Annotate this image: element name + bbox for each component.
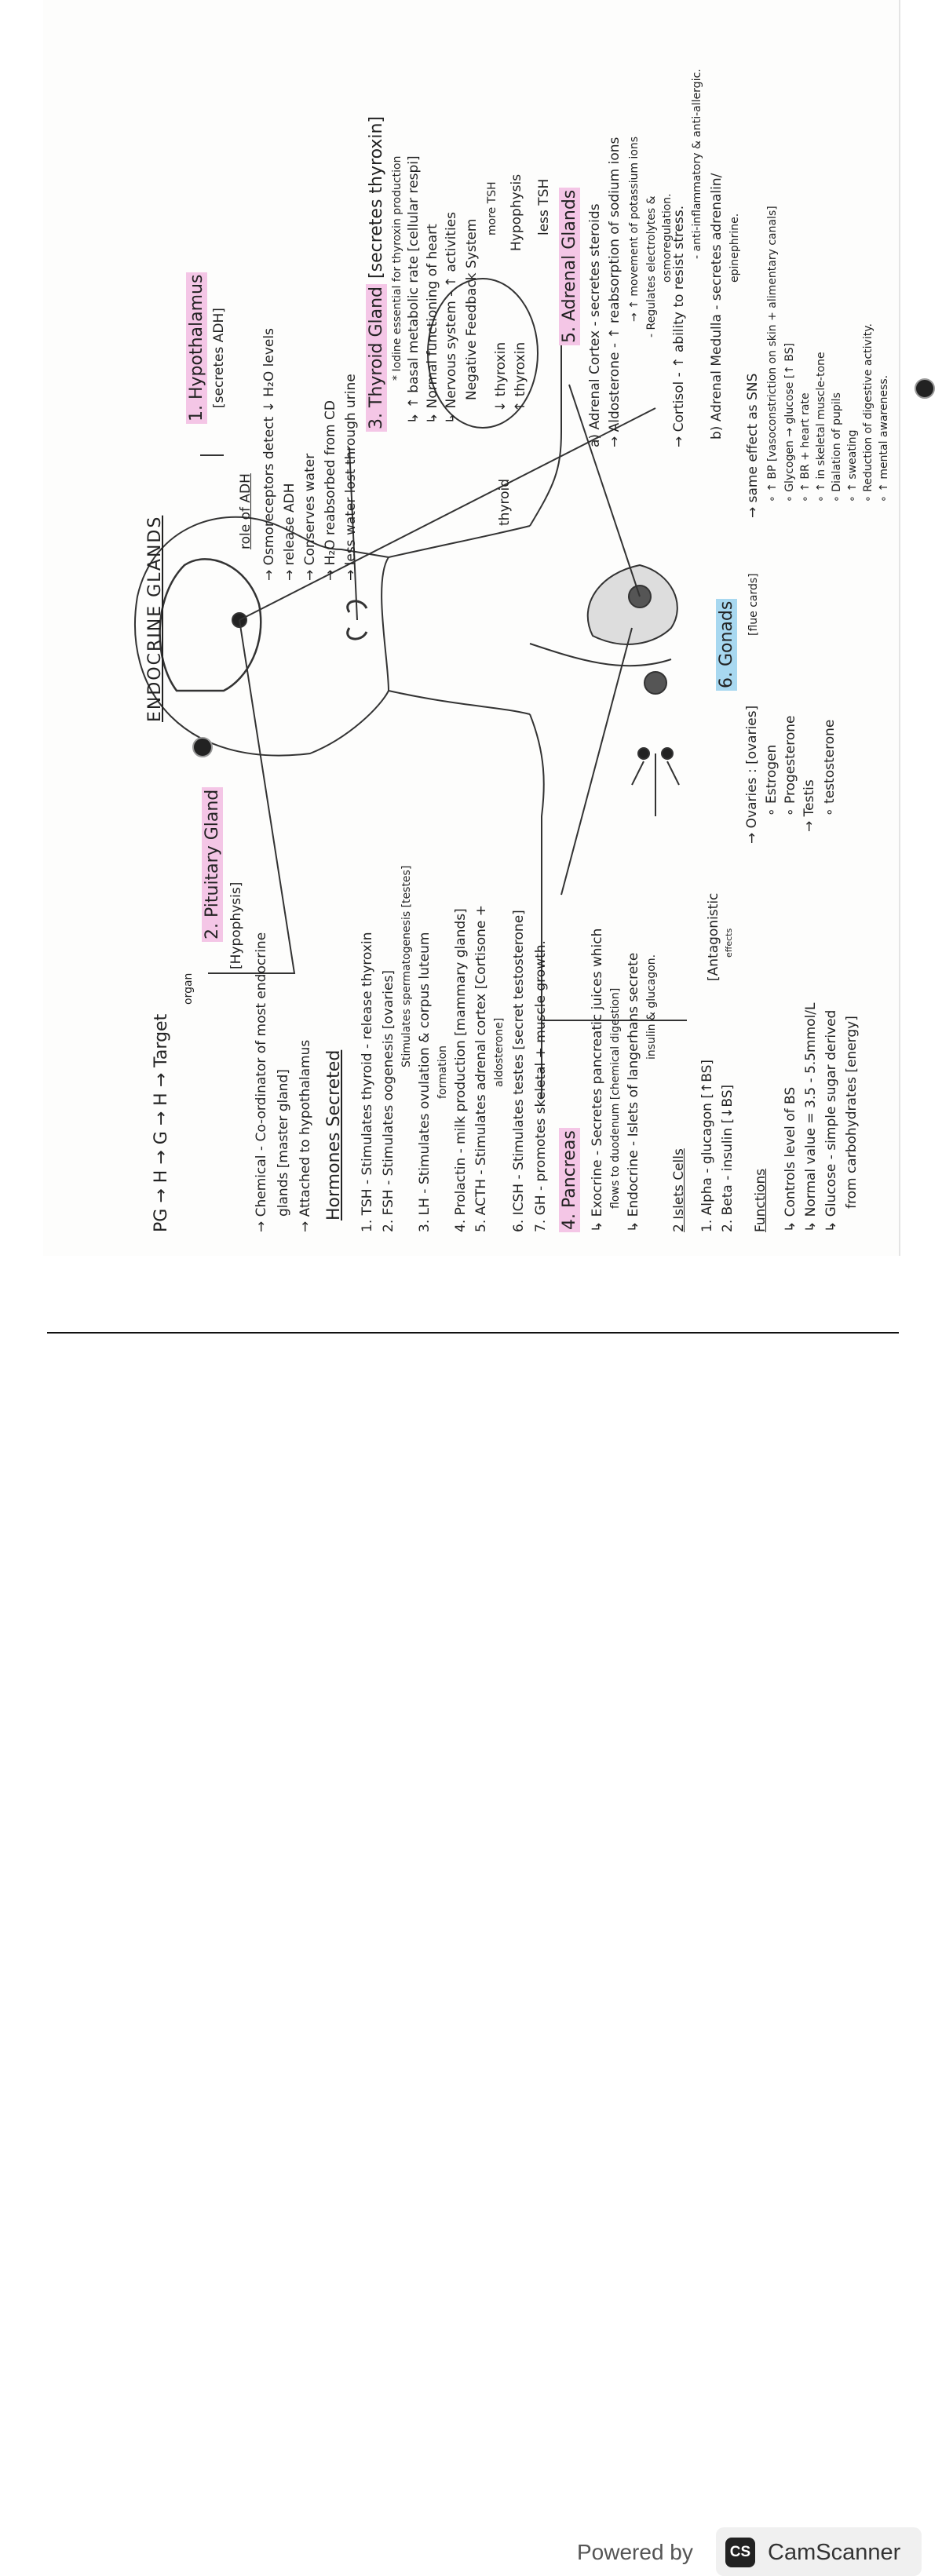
adrenal-medulla-9: ∘ ↑ sweating <box>846 429 859 502</box>
adrenal-cortex-4: - Regulates electrolytes & <box>645 195 658 338</box>
scanned-page <box>43 0 900 1256</box>
thyroid-heading: 3. Thyroid Gland [secretes thyroxin] <box>368 116 385 432</box>
adrenal-cortex-6: → Cortisol - ↑ ability to resist stress. <box>671 205 687 447</box>
feedback-hypophysis: Hypophysis <box>509 173 524 251</box>
gonads-line-5: ∘ testosterone <box>822 719 838 816</box>
hormone-line-4: 3. LH - Stimulates ovulation & corpus luteum <box>417 932 433 1232</box>
pointer-adrenal <box>569 385 640 597</box>
pituitary-line-3: → Attached to hypothalamus <box>298 1039 313 1232</box>
flow-line-sub: organ <box>182 972 195 1005</box>
functions-line-3: ↳ Glucose - simple sugar derived <box>823 1009 839 1232</box>
gonads-line-1: → Ovaries : [ovaries] <box>744 705 760 844</box>
marker-dot-right <box>192 737 213 757</box>
pointer-pancreas <box>561 628 632 895</box>
adrenal-medulla-2: epinephrine. <box>728 213 741 283</box>
marker-dot-left <box>915 378 935 399</box>
hypothalamus-heading: 1. Hypothalamus <box>188 272 206 424</box>
liver-arc <box>530 644 671 666</box>
gonads-line-4: → Testis <box>801 779 817 832</box>
antagonistic-sub: effects <box>724 928 734 958</box>
adrenal-cards-note: [flue cards] <box>747 573 760 636</box>
flow-line: PG → H → G → H → Target <box>152 1013 171 1232</box>
adh-line-5: → less water lost through urine <box>343 374 359 581</box>
adrenal-medulla-6: ∘ ↑ BR + heart rate <box>799 392 812 502</box>
adrenal-medulla-1: b) Adrenal Medulla - secretes adrenalin/ <box>709 173 725 440</box>
adrenal-medulla-8: ∘ Dialation of pupils <box>831 392 843 502</box>
functions-line-1: ↳ Controls level of BS <box>783 1086 798 1232</box>
pituitary-aka: [Hypophysis] <box>228 881 244 969</box>
hormone-line-9: 6. ICSH - Stimulates testes [secret testosterone] <box>511 910 527 1232</box>
adrenal-cortex-7: - anti-inflammatory & anti-allergic. <box>691 68 703 259</box>
functions-heading: Functions <box>753 1168 769 1232</box>
feedback-more-tsh: more TSH <box>486 181 498 235</box>
adh-line-2: → release ADH <box>282 483 298 581</box>
pancreas-line-3: ↳ Endocrine - Islets of langerhans secrete <box>626 952 641 1232</box>
hormone-line-3: Stimulates spermatogenesis [testes] <box>400 865 413 1067</box>
adh-line-1: → Osmoreceptors detect ↓ H₂O levels <box>261 328 277 581</box>
adrenal-medulla-4: ∘ ↑ BP [vasoconstriction on skin + alimentary canals] <box>766 206 779 502</box>
feedback-down: ↓ thyroxin <box>493 341 509 412</box>
thyroid-line-3: ↳ Normal functioning of heart <box>425 224 440 424</box>
adh-role-heading: role of ADH <box>238 473 254 549</box>
adrenal-cortex-3: → ↑ movement of potassium ions <box>628 136 641 322</box>
thyroid-line-2: ↳ ↑ basal metabolic rate [cellular respi] <box>406 155 422 424</box>
camscanner-logo-icon: CS <box>725 2538 755 2567</box>
pituitary-line-1: → Chemical - Co-ordinator of most endocrine <box>254 932 269 1232</box>
islets-line-2: 2. Beta - insulin [↓BS] <box>720 1084 736 1232</box>
page-title: ENDOCRINE GLANDS <box>145 515 165 722</box>
scanner-footer <box>0 1256 942 2565</box>
pituitary-line-2: glands [master gland] <box>276 1069 291 1217</box>
hormone-line-8: aldosterone] <box>493 1017 506 1087</box>
bottom-divider <box>47 1332 899 1334</box>
thyroid-line-4: ↳ Nervous system - ↑ activities <box>444 212 459 424</box>
adrenal-cortex-2: → Aldosterone - ↑ reabsorption of sodium ions <box>607 137 623 447</box>
hormone-line-6: 4. Prolactin - milk production [mammary glands] <box>453 908 469 1232</box>
adrenal-cortex-1: a) Adrenal Cortex - secretes steroids <box>587 203 603 447</box>
adh-line-4: → H₂O reabsorbed from CD <box>323 400 338 581</box>
hormones-heading: Hormones Secreted <box>324 1049 344 1220</box>
neck-outline <box>389 526 530 714</box>
functions-line-4: from carbohydrates [energy] <box>844 1016 860 1209</box>
pancreas-line-1: ↳ Exocrine - Secretes pancreatic juices which <box>590 928 605 1232</box>
gonads-heading: 6. Gonads <box>718 599 736 691</box>
hormone-line-5: formation <box>436 1045 449 1099</box>
powered-by-text: Powered by <box>577 2540 693 2564</box>
gonad-right <box>662 748 673 759</box>
islets-heading: 2 Islets Cells <box>671 1148 687 1232</box>
adrenal-medulla-7: ∘ ↑ in skeletal muscle-tone <box>815 352 827 502</box>
pancreas-heading: 4. Pancreas <box>561 1128 579 1232</box>
gonads-line-2: ∘ Estrogen <box>764 744 780 816</box>
hormone-line-7: 5. ACTH - Stimulates adrenal cortex [Cortisone + <box>473 904 489 1232</box>
adrenal-heading: 5. Adrenal Glands <box>561 188 579 345</box>
adh-line-3: → Conserves water <box>302 453 318 581</box>
adrenal-cortex-5: osmoregulation. <box>661 193 674 283</box>
pancreas-line-2: flows to duodenum [chemical digestion] <box>609 987 622 1209</box>
feedback-heading: Negative Feedback System <box>464 218 480 400</box>
thyroid-heading-tail: [secretes thyroxin] <box>367 115 386 279</box>
pituitary-heading: 2. Pituitary Gland <box>204 787 221 942</box>
hormone-line-10: 7. GH - promotes skeletal + muscle growth. <box>533 940 549 1232</box>
adrenal-medulla-3: → same effect as SNS <box>745 373 761 518</box>
feedback-thyroid: thyroid <box>497 478 513 526</box>
thyroid-line-1: * Iodine essential for thyroxin production <box>391 155 403 381</box>
adrenal-medulla-11: ∘ ↑ mental awareness. <box>878 374 890 502</box>
hormone-line-1: 1. TSH - Stimulates thyroid - release thyroxin <box>360 932 375 1232</box>
functions-line-2: ↳ Normal value = 3.5 - 5.5mmol/L <box>803 1002 819 1232</box>
adrenal-medulla-5: ∘ Glycogen → glucose [↑ BS] <box>783 342 796 502</box>
adrenal-medulla-10: ∘ Reduction of digestive activity. <box>862 323 874 502</box>
brain-outline <box>160 559 261 691</box>
gonad-left <box>638 748 649 759</box>
feedback-less-tsh: less TSH <box>536 178 552 235</box>
pancreas-line-4: insulin & glucagon. <box>645 954 658 1060</box>
hypothalamus-sub: [secretes ADH] <box>211 308 227 408</box>
gonads-line-3: ∘ Progesterone <box>783 715 798 816</box>
islets-line-1: 1. Alpha - glucagon [↑BS] <box>699 1060 715 1232</box>
antagonistic-note: [Antagonistic <box>706 892 721 981</box>
notes-content <box>90 0 942 1256</box>
camscanner-name: CamScanner <box>768 2540 901 2565</box>
feedback-up: ↑ thyroxin <box>513 341 528 412</box>
adrenal-left <box>644 672 666 694</box>
hormone-line-2: 2. FSH - Stimulates oogenesis [ovaries] <box>381 970 396 1232</box>
